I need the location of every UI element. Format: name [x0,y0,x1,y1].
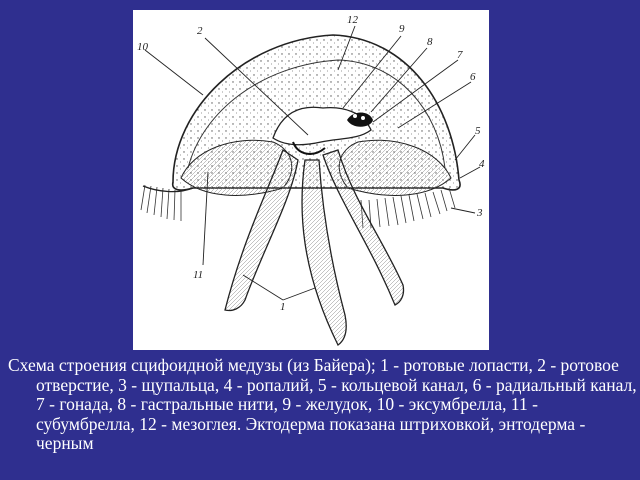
callout-12: 12 [347,14,358,26]
callout-8: 8 [427,36,433,48]
jellyfish-diagram [133,10,489,350]
callout-4: 4 [479,158,485,170]
figure-caption [8,356,640,454]
callout-10: 10 [137,41,148,53]
callout-1: 1 [280,301,286,313]
jellyfish-diagram-panel [133,10,489,350]
callout-7: 7 [457,49,463,61]
callout-11: 11 [193,269,204,281]
callout-3: 3 [477,207,483,219]
callout-2: 2 [197,25,203,37]
callout-9: 9 [399,23,405,35]
caption-text: Схема строения сцифоидной медузы (из Байера); 1 - ротовые лопасти, 2 - ротовое отверстие, 3 - щупальца, 4 - ропалий, 5 - кольцевой канал, 6 - радиальный канал, 7 - гонада, 8 - гастральные нити, 9 - желудок, 10 - эксумбрелла, 11 - субумбрелла, 12 - мезоглея. Эктодерма показана штриховкой, энтодерма - черным [8,355,637,453]
callout-5: 5 [475,125,481,137]
callout-6: 6 [470,71,476,83]
